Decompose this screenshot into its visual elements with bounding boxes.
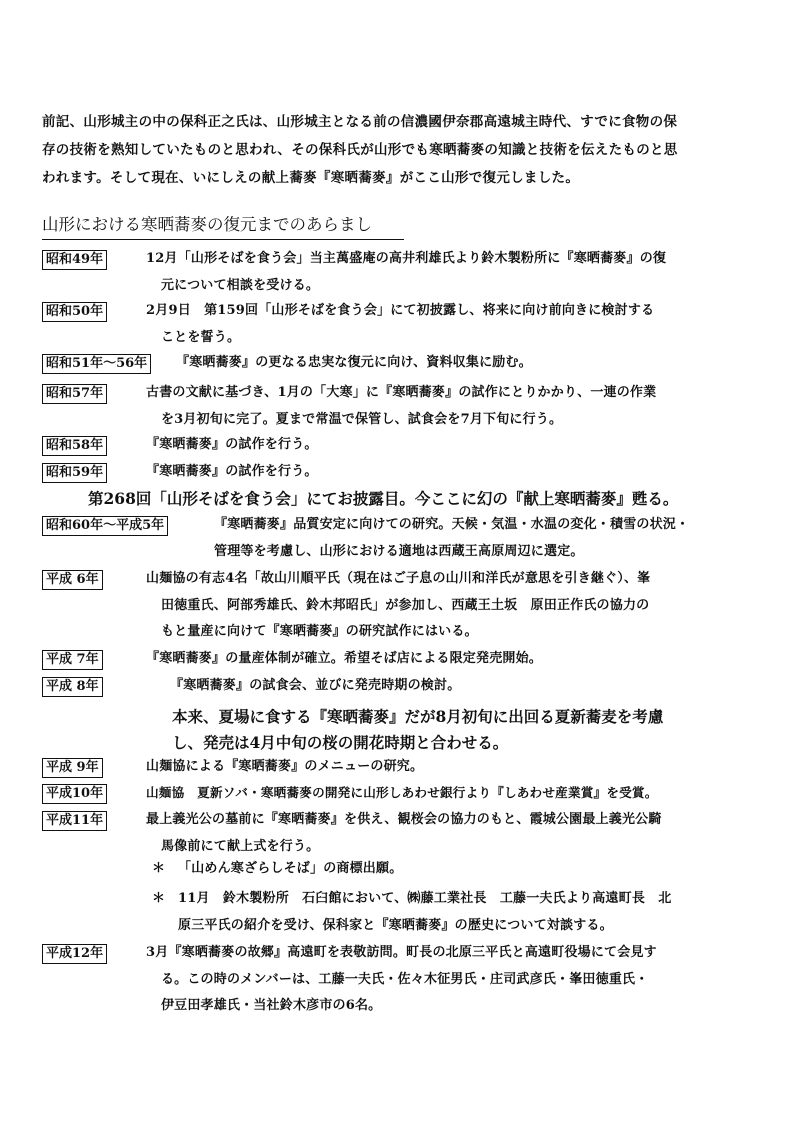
entry-line: を3月初旬に完了。夏まで常温で保管し、試食会を7月下旬に行う。 — [160, 411, 563, 427]
entry-line: る。この時のメンバーは、工藤一夫氏・佐々木征男氏・庄司武彦氏・峯田徳重氏・ — [160, 971, 649, 987]
entry-line — [152, 856, 402, 883]
entry-text — [146, 807, 662, 860]
year-badge: 昭和51年～56年 — [42, 354, 151, 374]
year-badge: 平成 8年 — [42, 677, 103, 697]
entry-text — [152, 886, 671, 939]
year-badge: 昭和58年 — [42, 436, 107, 456]
entry-line: 『寒晒蕎麥』の試作を行う。 — [146, 437, 318, 452]
entry-text — [146, 380, 656, 433]
entry-line: 『寒晒蕎麥』品質安定に向けての研究。天候・気温・水温の変化・積雪の状況・ — [214, 517, 690, 532]
year-badge: 平成12年 — [42, 944, 107, 964]
intro-line: われます。そして現在、いにしえの献上蕎麥『寒晒蕎麥』がここ山形で復元しました。 — [42, 170, 580, 186]
year-badge: 平成 6年 — [42, 570, 103, 590]
entry-line: 『寒晒蕎麥』の更なる忠実な復元に向け、資料収集に励む。 — [176, 355, 532, 370]
entry-line: 最上義光公の墓前に『寒晒蕎麥』を供え、観桜会の協力のもと、霞城公園最上義光公騎 — [146, 812, 662, 827]
entry-text — [146, 459, 318, 486]
entry-line: 山麺協 夏新ソバ・寒晒蕎麥の開発に山形しあわせ銀行より『しあわせ産業賞』を受賞。 — [146, 785, 658, 800]
note-line: 本来、夏場に食する『寒晒蕎麥』だが8月初旬に出回る夏新蕎麦を考慮 — [172, 707, 664, 726]
entry-text — [170, 673, 460, 700]
entry-line: 山麺協による『寒晒蕎麥』のメニューの研究。 — [146, 759, 424, 774]
entry-text — [146, 246, 666, 299]
entry-text — [146, 754, 423, 781]
entry-text — [146, 432, 318, 459]
year-badge: 平成10年 — [42, 784, 107, 804]
year-badge: 昭和59年 — [42, 463, 107, 483]
entry-line: 管理等を考慮し、山形における適地は西蔵王高原周辺に選定。 — [214, 543, 584, 559]
entry-text — [214, 512, 689, 565]
entry-line: 原三平氏の紹介を受け、保科家と『寒晒蕎麥』の歴史について対談する。 — [178, 917, 613, 933]
entry-line: 『寒晒蕎麥』の試作を行う。 — [146, 464, 318, 479]
entry-text — [146, 646, 542, 673]
entry-line — [152, 886, 671, 913]
highlight-note — [172, 704, 663, 756]
year-badge: 昭和50年 — [42, 302, 107, 322]
entry-line: 『寒晒蕎麥』の量産体制が確立。希望そば店による限定発売開始。 — [146, 651, 543, 666]
entry-line-text: 「山めん寒ざらしそば」の商標出願。 — [178, 861, 403, 876]
entry-text — [146, 298, 654, 351]
entry-text — [176, 350, 532, 377]
entry-text — [146, 566, 650, 646]
entry-line: 3月『寒晒蕎麥の故郷』高遠町を表敬訪問。町長の北原三平氏と高遠町役場にて会見す — [146, 945, 657, 960]
intro-paragraph — [42, 108, 772, 192]
entry-line: ことを誓う。 — [160, 329, 241, 345]
year-badge: 昭和60年～平成5年 — [42, 516, 168, 536]
entry-line: 山麺協の有志4名「故山川順平氏（現在はご子息の山川和洋氏が意思を引き継ぐ）、峯 — [146, 571, 651, 586]
entry-line: 伊豆田孝雄氏・当社鈴木彦市の6名。 — [160, 998, 382, 1013]
year-badge: 昭和49年 — [42, 250, 107, 270]
entry-text — [152, 856, 402, 883]
intro-line: 前記、山形城主の中の保科正之氏は、山形城主となる前の信濃國伊奈郡高遠城主時代、すでに食物の保 — [42, 114, 678, 130]
entry-line-text: 11月 鈴木製粉所 石臼館において、㈱藤工業社長 工藤一夫氏より高遠町長 北 — [178, 891, 672, 906]
entry-line: もと量産に向けて『寒晒蕎麥』の研究試作にはいる。 — [160, 624, 478, 639]
intro-line: 存の技術を熟知していたものと思われ、その保科氏が山形でも寒晒蕎麥の知識と技術を伝えたものと思 — [42, 142, 678, 158]
year-badge: 平成 9年 — [42, 758, 103, 778]
note-line: し、発売は4月中旬の桜の開花時期と合わせる。 — [172, 733, 509, 752]
year-badge: 平成11年 — [42, 811, 107, 831]
entry-line: 元について相談を受ける。 — [160, 277, 320, 293]
year-badge: 昭和57年 — [42, 384, 107, 404]
entry-line: 『寒晒蕎麥』の試食会、並びに発売時期の検討。 — [170, 678, 461, 693]
year-badge: 平成 7年 — [42, 650, 103, 670]
section-heading: 山形における寒晒蕎麥の復元までのあらまし — [42, 212, 404, 240]
asterisk-mark: ＊ — [152, 891, 166, 906]
entry-line: 12月「山形そばを食う会」当主萬盛庵の高井利雄氏より鈴木製粉所に『寒晒蕎麥』の復 — [146, 251, 667, 266]
entry-line: 2月9日 第159回「山形そばを食う会」にて初披露し、将来に向け前向きに検討する — [146, 303, 655, 318]
entry-text — [146, 940, 657, 1020]
highlight-note: 第268回「山形そばを食う会」にてお披露目。今ここに幻の『献上寒晒蕎麥』甦る。 — [88, 489, 679, 508]
entry-line: 古書の文献に基づき、1月の「大寒」に『寒晒蕎麥』の試作にとりかかり、一連の作業 — [146, 385, 657, 400]
entry-text — [146, 780, 658, 807]
entry-line: 田徳重氏、阿部秀雄氏、鈴木邦昭氏」が参加し、西蔵王土坂 原田正作氏の協力の — [160, 597, 650, 613]
entry-line: 馬像前にて献上式を行う。 — [160, 838, 320, 854]
asterisk-mark: ＊ — [152, 861, 166, 876]
